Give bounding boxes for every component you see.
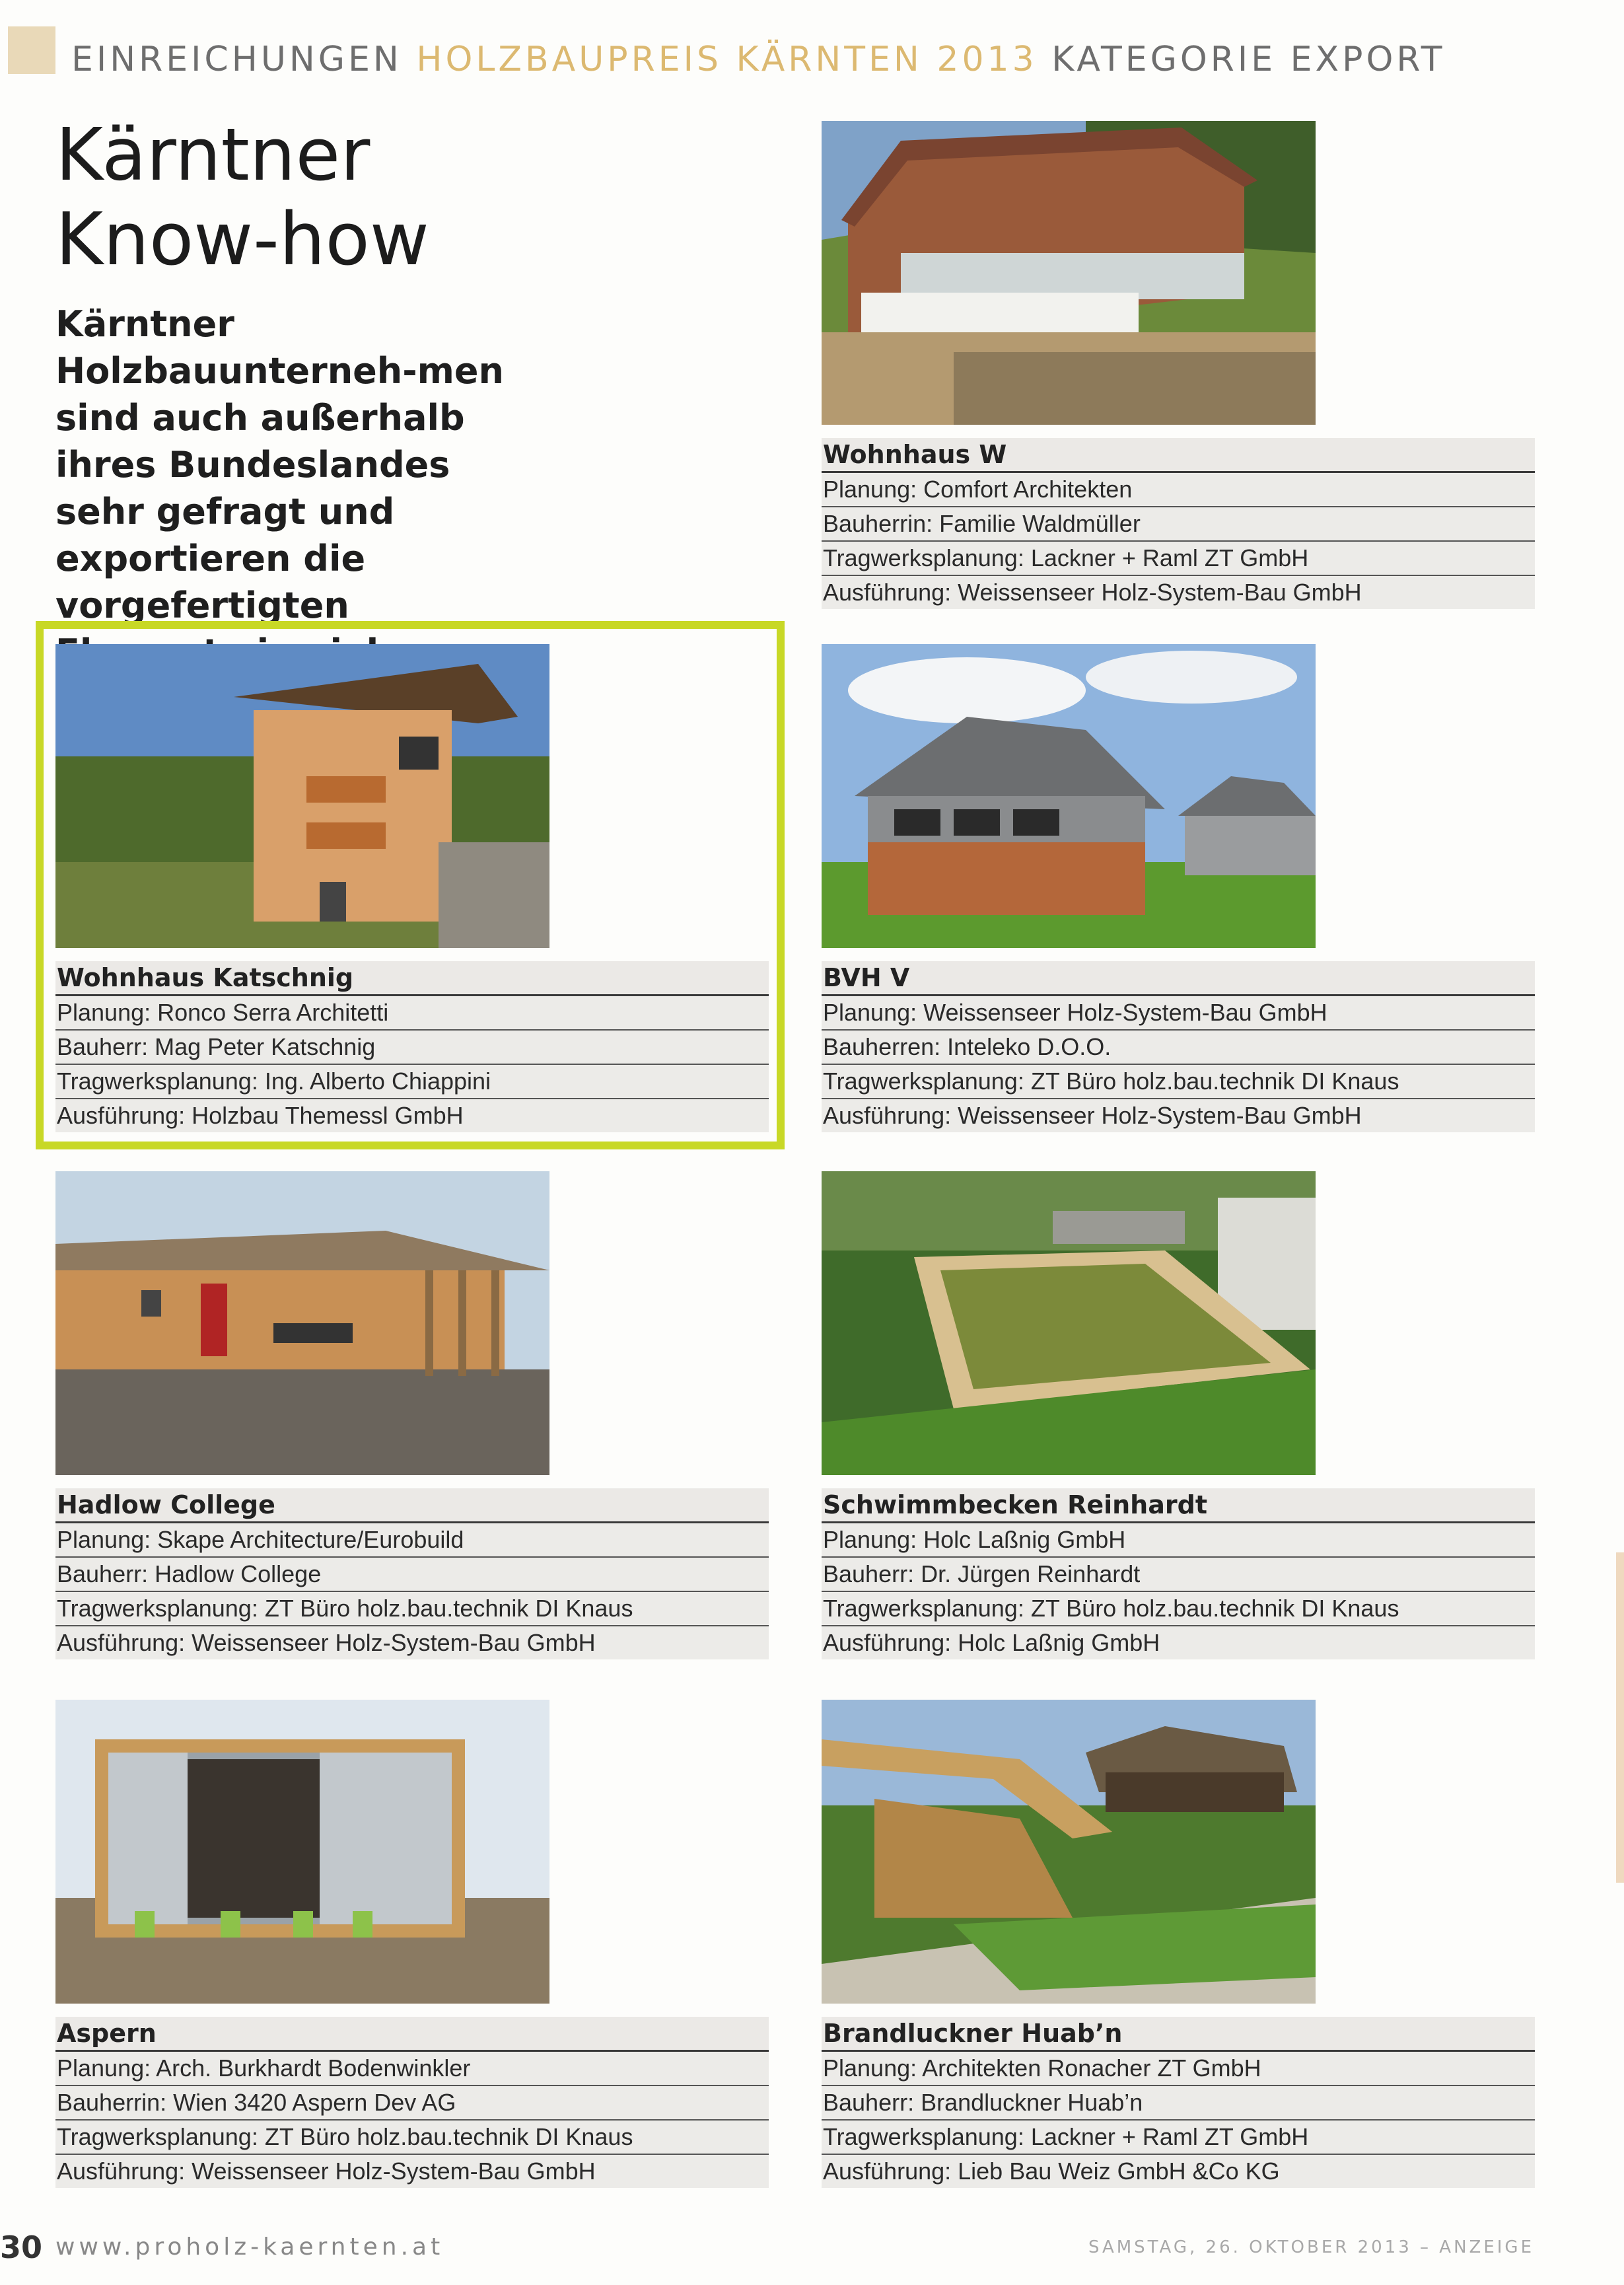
project-structural: Tragwerksplanung: Lackner + Raml ZT GmbH xyxy=(822,2121,1535,2155)
project-caption xyxy=(822,1488,1535,1659)
project-execution: Ausführung: Lieb Bau Weiz GmbH &Co KG xyxy=(822,2155,1535,2188)
project-card-hadlow-college xyxy=(55,1171,769,1656)
lead-paragraph: Kärntner Holzbauunterneh-men sind auch außerhalb ihres Bundeslandes sehr gefragt und exportieren die vorgefertigten xyxy=(55,303,504,626)
project-client: Bauherrin: Wien 3420 Aspern Dev AG xyxy=(55,2086,769,2121)
project-planning: Planung: Comfort Architekten xyxy=(822,473,1535,507)
project-title: Hadlow College xyxy=(55,1488,769,1523)
project-title: Wohnhaus W xyxy=(822,438,1535,473)
project-execution: Ausführung: Holzbau Themessl GmbH xyxy=(55,1099,769,1132)
project-caption xyxy=(822,2017,1535,2188)
project-structural: Tragwerksplanung: Ing. Alberto Chiappini xyxy=(55,1065,769,1099)
project-title: Schwimmbecken Reinhardt xyxy=(822,1488,1535,1523)
page-number: 30 xyxy=(0,2230,43,2265)
project-photo xyxy=(822,1700,1316,2004)
project-caption xyxy=(55,961,769,1132)
project-structural: Tragwerksplanung: ZT Büro holz.bau.technik DI Knaus xyxy=(822,1592,1535,1626)
header-color-bar xyxy=(8,26,55,74)
project-execution: Ausführung: Weissenseer Holz-System-Bau GmbH xyxy=(55,1626,769,1659)
project-planning: Planung: Arch. Burkhardt Bodenwinkler xyxy=(55,2052,769,2086)
page-footer xyxy=(0,2230,1624,2269)
project-structural: Tragwerksplanung: Lackner + Raml ZT GmbH xyxy=(822,542,1535,576)
project-client: Bauherr: Dr. Jürgen Reinhardt xyxy=(822,1558,1535,1592)
project-card-aspern xyxy=(55,1700,769,2185)
project-card-wohnhaus-w xyxy=(822,121,1535,606)
project-photo xyxy=(55,1171,549,1475)
rubric-category: KATEGORIE EXPORT xyxy=(1051,40,1446,79)
project-planning: Planung: Architekten Ronacher ZT GmbH xyxy=(822,2052,1535,2086)
project-client: Bauherr: Mag Peter Katschnig xyxy=(55,1031,769,1065)
project-title: Aspern xyxy=(55,2017,769,2052)
project-planning: Planung: Weissenseer Holz-System-Bau GmbH xyxy=(822,996,1535,1031)
project-caption xyxy=(822,961,1535,1132)
project-photo xyxy=(822,1171,1316,1475)
project-planning: Planung: Holc Laßnig GmbH xyxy=(822,1523,1535,1558)
project-title: Brandluckner Huab’n xyxy=(822,2017,1535,2052)
project-client: Bauherr: Brandluckner Huab’n xyxy=(822,2086,1535,2121)
project-client: Bauherrin: Familie Waldmüller xyxy=(822,507,1535,542)
project-structural: Tragwerksplanung: ZT Büro holz.bau.technik DI Knaus xyxy=(822,1065,1535,1099)
project-caption xyxy=(55,1488,769,1659)
project-photo xyxy=(822,644,1316,948)
project-card-bvh-v xyxy=(822,644,1535,1129)
project-planning: Planung: Ronco Serra Architetti xyxy=(55,996,769,1031)
project-structural: Tragwerksplanung: ZT Büro holz.bau.technik DI Knaus xyxy=(55,2121,769,2155)
rubric-section: EINREICHUNGEN xyxy=(71,40,402,79)
page-header xyxy=(0,26,1624,86)
project-execution: Ausführung: Weissenseer Holz-System-Bau GmbH xyxy=(55,2155,769,2188)
project-client: Bauherren: Inteleko D.O.O. xyxy=(822,1031,1535,1065)
headline-line-2: Know-how xyxy=(55,197,429,281)
project-title: Wohnhaus Katschnig xyxy=(55,961,769,996)
project-title: BVH V xyxy=(822,961,1535,996)
rubric-award: HOLZBAUPREIS KÄRNTEN 2013 xyxy=(416,40,1038,79)
rubric xyxy=(71,40,1446,79)
project-photo xyxy=(55,644,549,948)
project-caption xyxy=(822,438,1535,609)
project-execution: Ausführung: Weissenseer Holz-System-Bau GmbH xyxy=(822,1099,1535,1132)
project-card-brandluckner-huabn xyxy=(822,1700,1535,2185)
footer-url[interactable]: www.proholz-kaernten.at xyxy=(55,2233,444,2261)
headline-line-1: Kärntner xyxy=(55,112,371,197)
project-planning: Planung: Skape Architecture/Eurobuild xyxy=(55,1523,769,1558)
project-photo xyxy=(822,121,1316,425)
headline xyxy=(55,112,429,281)
project-structural: Tragwerksplanung: ZT Büro holz.bau.technik DI Knaus xyxy=(55,1592,769,1626)
project-execution: Ausführung: Holc Laßnig GmbH xyxy=(822,1626,1535,1659)
footer-dateline: SAMSTAG, 26. OKTOBER 2013 – ANZEIGE xyxy=(1088,2237,1534,2257)
project-execution: Ausführung: Weissenseer Holz-System-Bau GmbH xyxy=(822,576,1535,609)
project-client: Bauherr: Hadlow College xyxy=(55,1558,769,1592)
page-edge-strip xyxy=(1616,1552,1624,1883)
project-card-schwimmbecken-reinhardt xyxy=(822,1171,1535,1656)
project-photo xyxy=(55,1700,549,2004)
project-card-wohnhaus-katschnig xyxy=(55,644,769,1129)
project-caption xyxy=(55,2017,769,2188)
